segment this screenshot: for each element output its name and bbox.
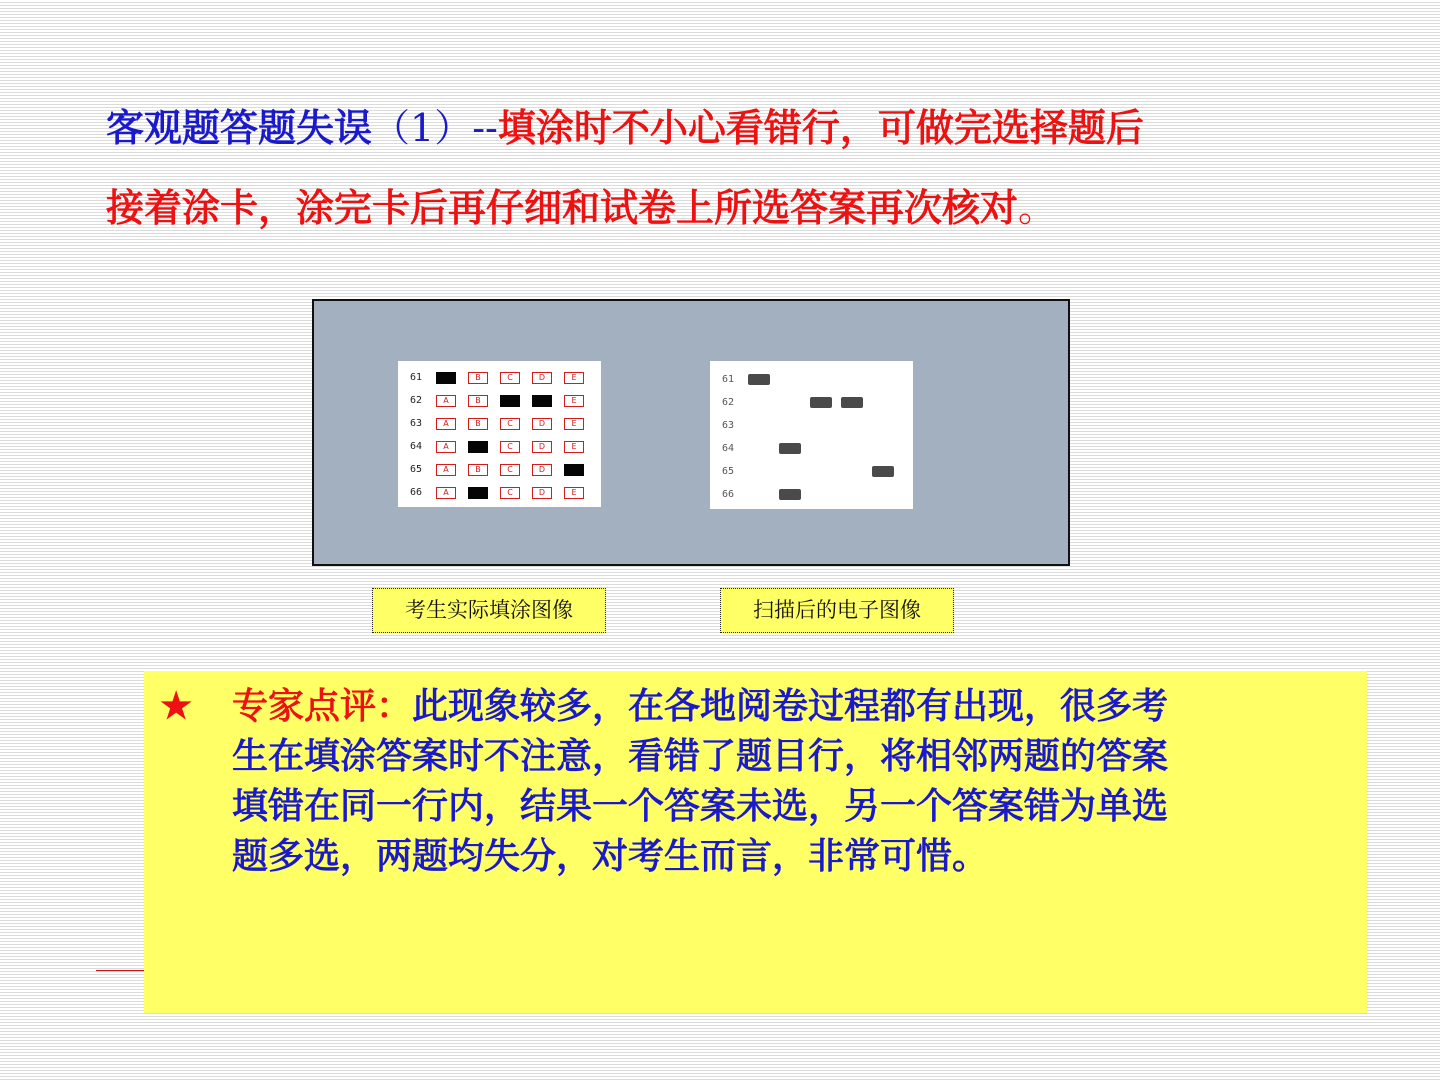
bubble-e: E (564, 441, 584, 453)
bubble-d: D (532, 372, 552, 384)
question-number: 61 (410, 372, 423, 383)
scan-row-63 (710, 417, 913, 437)
scan-mark-c (810, 397, 832, 408)
image-panel (312, 299, 1070, 566)
question-number: 65 (410, 464, 423, 475)
bubble-c: C (500, 464, 520, 476)
slide-title (106, 88, 1326, 248)
sheet-row-66 (398, 484, 601, 504)
bubble-a: A (436, 418, 456, 430)
scan-row-66 (710, 486, 913, 506)
question-number: 65 (722, 466, 735, 477)
scan-mark-d (841, 397, 863, 408)
bubble-b (468, 441, 488, 453)
decorative-line (96, 970, 144, 971)
bubble-d: D (532, 464, 552, 476)
bubble-d: D (532, 418, 552, 430)
question-number: 64 (410, 441, 423, 452)
question-number: 66 (722, 489, 735, 500)
bubble-a: A (436, 441, 456, 453)
scan-mark-b (779, 443, 801, 454)
bubble-e: E (564, 487, 584, 499)
bubble-c: C (500, 418, 520, 430)
comment-line-4: 题多选，两题均失分，对考生而言，非常可惜。 (232, 835, 989, 877)
comment-line-1 (160, 681, 1356, 731)
bubble-c: C (500, 487, 520, 499)
sheet-row-63 (398, 415, 601, 435)
question-number: 63 (722, 420, 735, 431)
scan-mark-a (748, 374, 770, 385)
bubble-a: A (436, 395, 456, 407)
scan-row-61 (710, 371, 913, 391)
title-advice: 填涂时不小心看错行，可做完选择题后 (497, 105, 1144, 150)
sheet-row-61 (398, 369, 601, 389)
sheet-row-62 (398, 392, 601, 412)
question-number: 66 (410, 487, 423, 498)
comment-text-1: 此现象较多，在各地阅卷过程都有出现，很多考 (412, 685, 1169, 727)
bubble-b: B (468, 395, 488, 407)
sheet-row-64 (398, 438, 601, 458)
bubble-d: D (532, 441, 552, 453)
title-line-2 (106, 168, 1326, 248)
scan-row-65 (710, 463, 913, 483)
bubble-e: E (564, 372, 584, 384)
comment-line-3: 填错在同一行内，结果一个答案未选，另一个答案错为单选 (232, 785, 1169, 827)
star-icon: ★ (160, 685, 193, 727)
expert-comment-text (160, 681, 1356, 881)
scanned-image (710, 361, 913, 509)
bubble-b: B (468, 418, 488, 430)
question-number: 61 (722, 374, 735, 385)
expert-comment-box (144, 671, 1367, 1013)
question-number: 62 (410, 395, 423, 406)
bubble-c (500, 395, 520, 407)
caption-scanned: 扫描后的电子图像 (720, 588, 954, 633)
bubble-b: B (468, 372, 488, 384)
sheet-row-65 (398, 461, 601, 481)
title-advice-cont: 接着涂卡，涂完卡后再仔细和试卷上所选答案再次核对 (106, 185, 1019, 230)
bubble-c: C (500, 372, 520, 384)
title-index: （1）-- (372, 106, 498, 150)
title-period: 。 (1018, 186, 1057, 230)
bubble-c: C (500, 441, 520, 453)
bubble-a: A (436, 487, 456, 499)
question-number: 64 (722, 443, 735, 454)
comment-line-2: 生在填涂答案时不注意，看错了题目行，将相邻两题的答案 (232, 735, 1169, 777)
comment-lead: 专家点评： (232, 685, 413, 727)
question-number: 63 (410, 418, 423, 429)
scan-mark-b (779, 489, 801, 500)
bubble-a: A (436, 464, 456, 476)
title-line-1 (106, 88, 1326, 168)
question-number: 62 (722, 397, 735, 408)
scan-row-64 (710, 440, 913, 460)
caption-actual: 考生实际填涂图像 (372, 588, 606, 633)
bubble-e: E (564, 395, 584, 407)
bubble-b (468, 487, 488, 499)
bubble-e (564, 464, 584, 476)
answer-sheet-image (398, 361, 601, 507)
bubble-d: D (532, 487, 552, 499)
title-topic: 客观题答题失误 (106, 105, 373, 150)
bubble-d (532, 395, 552, 407)
scan-row-62 (710, 394, 913, 414)
scan-mark-e (872, 466, 894, 477)
bubble-e: E (564, 418, 584, 430)
bubble-b: B (468, 464, 488, 476)
bubble-a (436, 372, 456, 384)
